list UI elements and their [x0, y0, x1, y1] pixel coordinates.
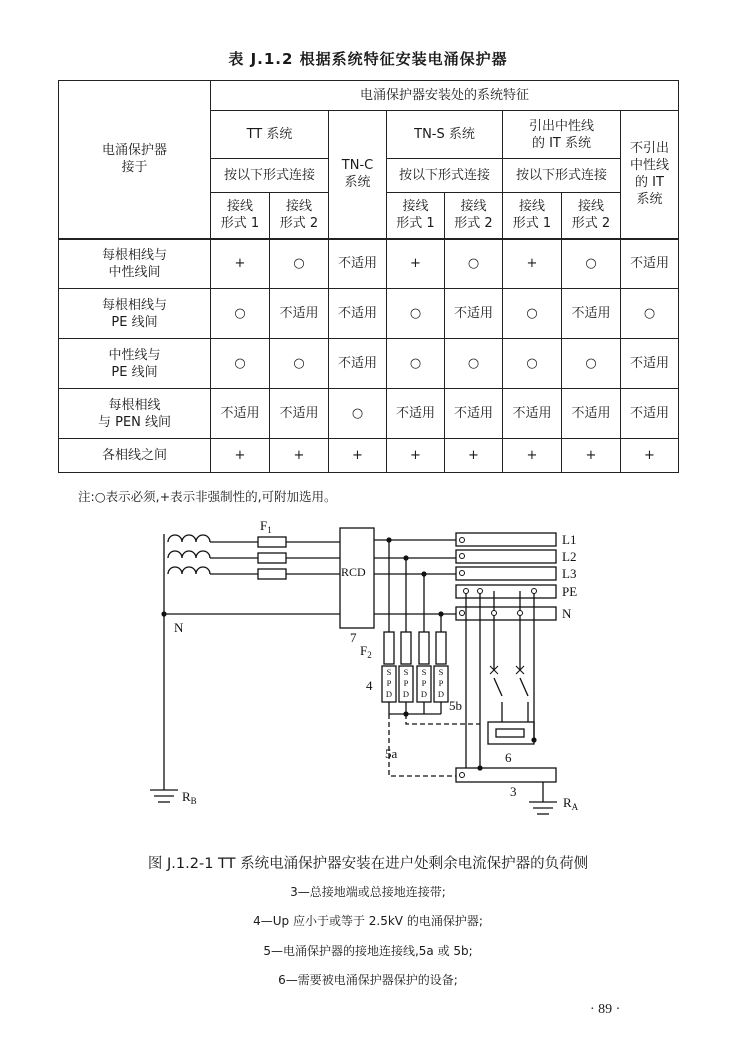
row-label: 每根相线与 PE 线间 [59, 289, 211, 339]
table-cell: 不适用 [329, 239, 387, 289]
table-cell: + [387, 439, 445, 473]
label-n-left: N [174, 620, 184, 635]
spd-letter: D [420, 689, 428, 699]
header-tns-system: TN-S 系统 [387, 111, 503, 159]
table-cell: ○ [387, 289, 445, 339]
table-cell: ○ [562, 239, 621, 289]
table-cell: 不适用 [329, 289, 387, 339]
spd-letter: D [437, 689, 445, 699]
table-row [59, 289, 679, 339]
header-it-with-neutral: 引出中性线 的 IT 系统 [503, 111, 621, 159]
label-7: 7 [350, 630, 357, 645]
main-earthing-terminal [456, 768, 556, 782]
header-it-without-neutral: 不引出 中性线 的 IT 系统 [621, 111, 679, 239]
table-cell: 不适用 [387, 389, 445, 439]
table-cell: ○ [503, 339, 562, 389]
table-cell: 不适用 [621, 239, 679, 289]
label-n-right: N [562, 606, 572, 621]
table-cell: ○ [445, 239, 503, 289]
table-cell: 不适用 [270, 289, 329, 339]
table-cell: + [211, 439, 270, 473]
legend-item: 5—电涌保护器的接地连接线,5a 或 5b; [263, 944, 473, 958]
header-tns-form2: 接线 形式 2 [445, 193, 503, 239]
surge-protector-table [58, 80, 679, 473]
header-connect-by-tns: 按以下形式连接 [387, 159, 503, 193]
table-cell: 不适用 [621, 339, 679, 389]
table-row [59, 439, 679, 473]
label-5b: 5b [449, 698, 462, 713]
table-cell: + [270, 439, 329, 473]
table-cell: ○ [211, 339, 270, 389]
label-rb: $R_B$ [182, 789, 197, 806]
table-cell: 不适用 [562, 389, 621, 439]
table-row [59, 239, 679, 289]
row-label: 每根相线 与 PEN 线间 [59, 389, 211, 439]
table-cell: + [562, 439, 621, 473]
label-pe: PE [562, 584, 578, 599]
header-tt-form1: 接线 形式 1 [211, 193, 270, 239]
table-cell: ○ [329, 389, 387, 439]
table-cell: + [387, 239, 445, 289]
label-4: 4 [366, 678, 373, 693]
spd-letter: P [403, 678, 409, 688]
table-cell: 不适用 [621, 389, 679, 439]
label-rcd: RCD [341, 565, 366, 579]
figure-caption: 图 J.1.2-1 TT 系统电涌保护器安装在进户处剩余电流保护器的负荷侧 [147, 856, 589, 872]
table-note: 注:○表示必须,+表示非强制性的,可附加选用。 [78, 489, 337, 504]
header-it-form2: 接线 形式 2 [562, 193, 621, 239]
label-6: 6 [505, 750, 512, 765]
table-cell: ○ [270, 239, 329, 289]
label-3: 3 [510, 784, 517, 799]
table-cell: + [445, 439, 503, 473]
table-title: 表 J.1.2 根据系统特征安装电涌保护器 [228, 50, 508, 68]
table-cell: 不适用 [329, 339, 387, 389]
fuse-f1 [258, 537, 286, 579]
table-cell: 不适用 [445, 289, 503, 339]
fuse-f2 [384, 632, 446, 664]
table-cell: + [503, 239, 562, 289]
legend-item: 3—总接地端或总接地连接带; [290, 885, 446, 899]
table-cell: ○ [445, 339, 503, 389]
table-cell: ○ [211, 289, 270, 339]
legend-item: 6—需要被电涌保护器保护的设备; [278, 973, 458, 987]
page-number: · 89 · [590, 1002, 621, 1017]
table-cell: 不适用 [270, 389, 329, 439]
header-connect-by-it: 按以下形式连接 [503, 159, 621, 193]
table-cell: 不适用 [562, 289, 621, 339]
header-connected-to: 电涌保护器 接于 [59, 81, 211, 239]
header-it-form1: 接线 形式 1 [503, 193, 562, 239]
spd-letter: S [438, 667, 444, 677]
header-tnc-system: TN-C 系统 [329, 111, 387, 239]
label-l3: L3 [562, 566, 577, 581]
spd-letter: P [421, 678, 427, 688]
spd-letter: S [403, 667, 409, 677]
table-cell: 不适用 [503, 389, 562, 439]
label-l1: L1 [562, 532, 577, 547]
spd-letter: D [385, 689, 393, 699]
header-tt-form2: 接线 形式 2 [270, 193, 329, 239]
transformer-coils [164, 534, 210, 790]
protected-equipment [488, 722, 534, 744]
table-cell: 不适用 [445, 389, 503, 439]
header-system-features: 电涌保护器安装处的系统特征 [211, 81, 679, 111]
spd-letter: D [402, 689, 410, 699]
table-cell: ○ [270, 339, 329, 389]
spd-letter: P [386, 678, 392, 688]
header-tt-system: TT 系统 [211, 111, 329, 159]
table-row [59, 389, 679, 439]
circuit-diagram [0, 510, 736, 840]
table-cell: 不适用 [211, 389, 270, 439]
row-label: 每根相线与 中性线间 [59, 239, 211, 289]
label-f1: $F_1$ [260, 518, 272, 535]
table-cell: + [503, 439, 562, 473]
label-l2: L2 [562, 549, 577, 564]
header-tns-form1: 接线 形式 1 [387, 193, 445, 239]
table-row [59, 339, 679, 389]
legend-item: 4—Up 应小于或等于 2.5kV 的电涌保护器; [253, 914, 483, 928]
label-5a: 5a [385, 746, 398, 761]
label-ra: $R_A$ [563, 795, 579, 812]
row-label: 各相线之间 [59, 439, 211, 473]
label-f2: $F_2$ [360, 643, 372, 660]
spd-letter: S [386, 667, 392, 677]
busbars [456, 533, 556, 620]
row-label: 中性线与 PE 线间 [59, 339, 211, 389]
table-cell: + [211, 239, 270, 289]
table-cell: ○ [562, 339, 621, 389]
table-cell: + [621, 439, 679, 473]
spd-letter: S [421, 667, 427, 677]
table-cell: ○ [387, 339, 445, 389]
table-cell: ○ [503, 289, 562, 339]
spd-letter: P [438, 678, 444, 688]
table-cell: + [329, 439, 387, 473]
header-connect-by-tt: 按以下形式连接 [211, 159, 329, 193]
table-cell: ○ [621, 289, 679, 339]
